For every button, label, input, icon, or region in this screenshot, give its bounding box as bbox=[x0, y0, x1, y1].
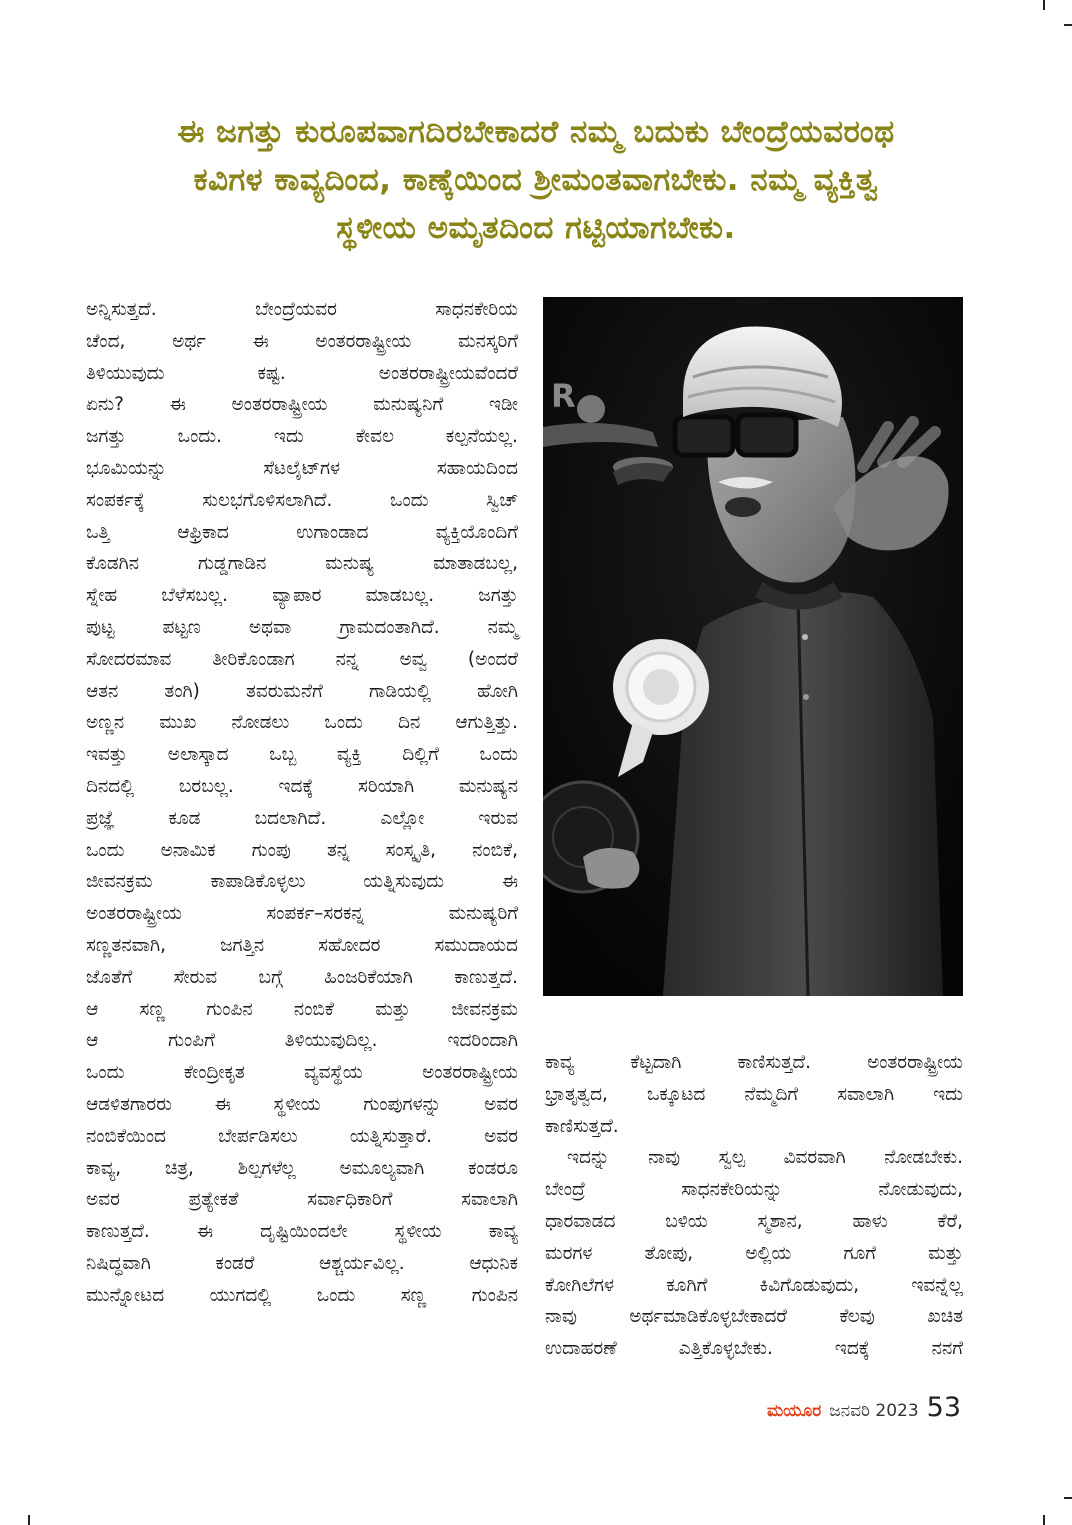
pull-quote bbox=[60, 108, 1012, 252]
text-line: ಮರಗಳ ತೋಪು, ಅಲ್ಲಿಯ ಗೂಗೆ ಮತ್ತು bbox=[545, 1242, 963, 1264]
article-column-left bbox=[86, 294, 518, 1312]
text-line: ನಿಷಿದ್ಧವಾಗಿ ಕಂಡರೆ ಆಶ್ಚರ್ಯವಿಲ್ಲ. ಆಧುನಿಕ bbox=[86, 1252, 518, 1274]
text-line: ಇದನ್ನು ನಾವು ಸ್ವಲ್ಪ ವಿವರವಾಗಿ ನೋಡಬೇಕು. bbox=[567, 1147, 963, 1169]
text-line: ಜೊತೆಗೆ ಸೇರುವ ಬಗ್ಗೆ ಹಿಂಜರಿಕೆಯಾಗಿ ಕಾಣುತ್ತದೆ. bbox=[86, 966, 518, 988]
text-line: ಕೋಗಿಲೆಗಳ ಕೂಗಿಗೆ ಕಿವಿಗೊಡುವುದು, ಇವನ್ನೆಲ್ಲ bbox=[545, 1274, 963, 1296]
text-line: ದಿನದಲ್ಲಿ ಬರಬಲ್ಲ. ಇದಕ್ಕೆ ಸರಿಯಾಗಿ ಮನುಷ್ಯನ bbox=[86, 775, 518, 797]
text-line: ಸ್ನೇಹ ಬೆಳೆಸಬಲ್ಲ. ವ್ಯಾಪಾರ ಮಾಡಬಲ್ಲ. ಜಗತ್ತು bbox=[86, 585, 518, 607]
text-line: ಅಂತರರಾಷ್ಟ್ರೀಯ ಸಂಪರ್ಕ–ಸರಕನ್ನ ಮನುಷ್ಯರಿಗೆ bbox=[86, 903, 518, 925]
crop-mark-top bbox=[1043, 0, 1045, 10]
text-line: ಒಂದು ಕೇಂದ್ರೀಕೃತ ವ್ಯವಸ್ಥೆಯ ಅಂತರರಾಷ್ಟ್ರೀಯ bbox=[86, 1062, 518, 1084]
pull-quote-line: ಸ್ಥಳೀಯ ಅಮೃತದಿಂದ ಗಟ್ಟಿಯಾಗಬೇಕು. bbox=[336, 210, 736, 246]
svg-text:R: R bbox=[551, 377, 576, 415]
crop-mark-bottom-left bbox=[28, 1515, 30, 1525]
photo-poet-speaking bbox=[543, 297, 963, 996]
text-line: ಅವರ ಪ್ರತ್ಯೇಕತೆ ಸರ್ವಾಧಿಕಾರಿಗೆ ಸವಾಲಾಗಿ bbox=[86, 1189, 518, 1211]
crop-mark-bottom bbox=[1043, 1515, 1045, 1525]
text-line: ನಂಬಿಕೆಯಿಂದ ಬೇರ್ಪಡಿಸಲು ಯತ್ನಿಸುತ್ತಾರೆ. ಅವರ bbox=[86, 1125, 518, 1147]
text-line: ಸಣ್ಣತನವಾಗಿ, ಜಗತ್ತಿನ ಸಹೋದರ ಸಮುದಾಯದ bbox=[86, 934, 518, 956]
text-line: ಉದಾಹರಣೆ ಎತ್ತಿಕೊಳ್ಳಬೇಕು. ಇದಕ್ಕೆ ನನಗೆ bbox=[545, 1338, 963, 1360]
text-line: ಆತನ ತಂಗಿ) ತವರುಮನೆಗೆ ಗಾಡಿಯಲ್ಲಿ ಹೋಗಿ bbox=[86, 680, 518, 702]
text-line: ಒತ್ತಿ ಆಫ್ರಿಕಾದ ಉಗಾಂಡಾದ ವ್ಯಕ್ತಿಯೊಂದಿಗೆ bbox=[86, 521, 518, 543]
text-line: ಚೆಂದ, ಅರ್ಥ ಈ ಅಂತರರಾಷ್ಟ್ರೀಯ ಮನಸ್ಕರಿಗೆ bbox=[86, 330, 518, 352]
text-line: ಬೇಂದ್ರೆ ಸಾಧನಕೇರಿಯನ್ನು ನೋಡುವುದು, bbox=[545, 1179, 963, 1201]
text-line: ಕಾವ್ಯ ಕೆಟ್ಟದಾಗಿ ಕಾಣಿಸುತ್ತದೆ. ಅಂತರರಾಷ್ಟ್ರೀಯ bbox=[545, 1052, 963, 1073]
text-line: ಕಾವ್ಯ, ಚಿತ್ರ, ಶಿಲ್ಪಗಳೆಲ್ಲ ಅಮೂಲ್ಯವಾಗಿ ಕಂಡರೂ bbox=[86, 1157, 518, 1179]
text-line: ಆ ಸಣ್ಣ ಗುಂಪಿನ ನಂಬಿಕೆ ಮತ್ತು ಜೀವನಕ್ರಮ bbox=[86, 998, 518, 1020]
text-line: ಇವತ್ತು ಅಲಾಸ್ಕಾದ ಒಬ್ಬ ವ್ಯಕ್ತಿ ದಿಲ್ಲಿಗೆ ಒಂದು bbox=[86, 744, 518, 766]
crop-mark-right bbox=[1064, 24, 1072, 26]
crop-mark-bottom-right bbox=[1064, 1497, 1072, 1499]
text-line: ಕಾಣುತ್ತದೆ. ಈ ದೃಷ್ಟಿಯಿಂದಲೇ ಸ್ಥಳೀಯ ಕಾವ್ಯ bbox=[86, 1221, 518, 1243]
text-line: ಪುಟ್ಟ ಪಟ್ಟಣ ಅಥವಾ ಗ್ರಾಮದಂತಾಗಿದೆ. ನಮ್ಮ bbox=[86, 616, 518, 638]
text-line: ಒಂದು ಅನಾಮಿಕ ಗುಂಪು ತನ್ನ ಸಂಸ್ಕೃತಿ, ನಂಬಿಕೆ, bbox=[86, 839, 518, 861]
text-line: ಆಡಳಿತಗಾರರು ಈ ಸ್ಥಳೀಯ ಗುಂಪುಗಳನ್ನು ಅವರ bbox=[86, 1093, 518, 1115]
pull-quote-line: ಕವಿಗಳ ಕಾವ್ಯದಿಂದ, ಕಾಣ್ಕೆಯಿಂದ ಶ್ರೀಮಂತವಾಗಬೇಕು. ನಮ್ಮ ವ್ಯಕ್ತಿತ್ವ bbox=[193, 162, 879, 198]
text-line: ತಿಳಿಯುವುದು ಕಷ್ಟ. ಅಂತರರಾಷ್ಟ್ರೀಯವೆಂದರೆ bbox=[86, 362, 518, 384]
text-line: ಕಾಣಿಸುತ್ತದೆ. bbox=[545, 1115, 619, 1137]
text-line: ಜೀವನಕ್ರಮ ಕಾಪಾಡಿಕೊಳ್ಳಲು ಯತ್ನಿಸುವುದು ಈ bbox=[86, 871, 518, 893]
article-column-right bbox=[545, 1047, 963, 1365]
text-line: ಅಣ್ಣನ ಮುಖ ನೋಡಲು ಒಂದು ದಿನ ಆಗುತ್ತಿತ್ತು. bbox=[86, 712, 518, 734]
pull-quote-line: ಈ ಜಗತ್ತು ಕುರೂಪವಾಗದಿರಬೇಕಾದರೆ ನಮ್ಮ ಬದುಕು ಬೇಂದ್ರೆಯವರಂಥ bbox=[177, 114, 895, 150]
text-line: ಧಾರವಾಡದ ಬಳಿಯ ಸ್ಮಶಾನ, ಹಾಳು ಕೆರೆ, bbox=[545, 1210, 963, 1232]
text-line: ಮುನ್ನೋಟದ ಯುಗದಲ್ಲಿ ಒಂದು ಸಣ್ಣ ಗುಂಪಿನ bbox=[86, 1284, 518, 1306]
text-line: ಪ್ರಜ್ಞೆ ಕೂಡ ಬದಲಾಗಿದೆ. ಎಲ್ಲೋ ಇರುವ bbox=[86, 807, 518, 829]
photo-illustration bbox=[543, 297, 963, 996]
page-footer bbox=[767, 1392, 961, 1426]
issue-date: ಜನವರಿ 2023 bbox=[829, 1401, 919, 1421]
page-number: 53 bbox=[926, 1392, 961, 1423]
text-line: ಕೊಡಗಿನ ಗುಡ್ಡಗಾಡಿನ ಮನುಷ್ಯ ಮಾತಾಡಬಲ್ಲ, bbox=[86, 553, 518, 575]
text-line: ಸಂಪರ್ಕಕ್ಕೆ ಸುಲಭಗೊಳಿಸಲಾಗಿದೆ. ಒಂದು ಸ್ವಿಚ್ bbox=[86, 489, 518, 511]
text-line: ಆ ಗುಂಪಿಗೆ ತಿಳಿಯುವುದಿಲ್ಲ. ಇದರಿಂದಾಗಿ bbox=[86, 1030, 518, 1052]
text-line: ಏನು? ಈ ಅಂತರರಾಷ್ಟ್ರೀಯ ಮನುಷ್ಯನಿಗೆ ಇಡೀ bbox=[86, 394, 518, 416]
text-line: ಸೋದರಮಾವ ತೀರಿಕೊಂಡಾಗ ನನ್ನ ಅವ್ವ (ಅಂದರೆ bbox=[86, 648, 518, 670]
text-line: ಭೂಮಿಯನ್ನು ಸೆಟಲೈಟ್‌ಗಳ ಸಹಾಯದಿಂದ bbox=[86, 457, 518, 479]
text-line: ಜಗತ್ತು ಒಂದು. ಇದು ಕೇವಲ ಕಲ್ಪನೆಯಲ್ಲ. bbox=[86, 426, 518, 448]
magazine-name: ಮಯೂರ bbox=[766, 1401, 822, 1421]
text-line: ನಾವು ಅರ್ಥಮಾಡಿಕೊಳ್ಳಬೇಕಾದರೆ ಕೆಲವು ಖಚಿತ bbox=[545, 1306, 963, 1328]
text-line: ಭ್ರಾತೃತ್ವದ, ಒಕ್ಕೂಟದ ನೆಮ್ಮದಿಗೆ ಸವಾಲಾಗಿ ಇದು bbox=[545, 1083, 963, 1105]
text-line: ಅನ್ನಿಸುತ್ತದೆ. ಬೇಂದ್ರೆಯವರ ಸಾಧನಕೇರಿಯ bbox=[86, 299, 518, 320]
